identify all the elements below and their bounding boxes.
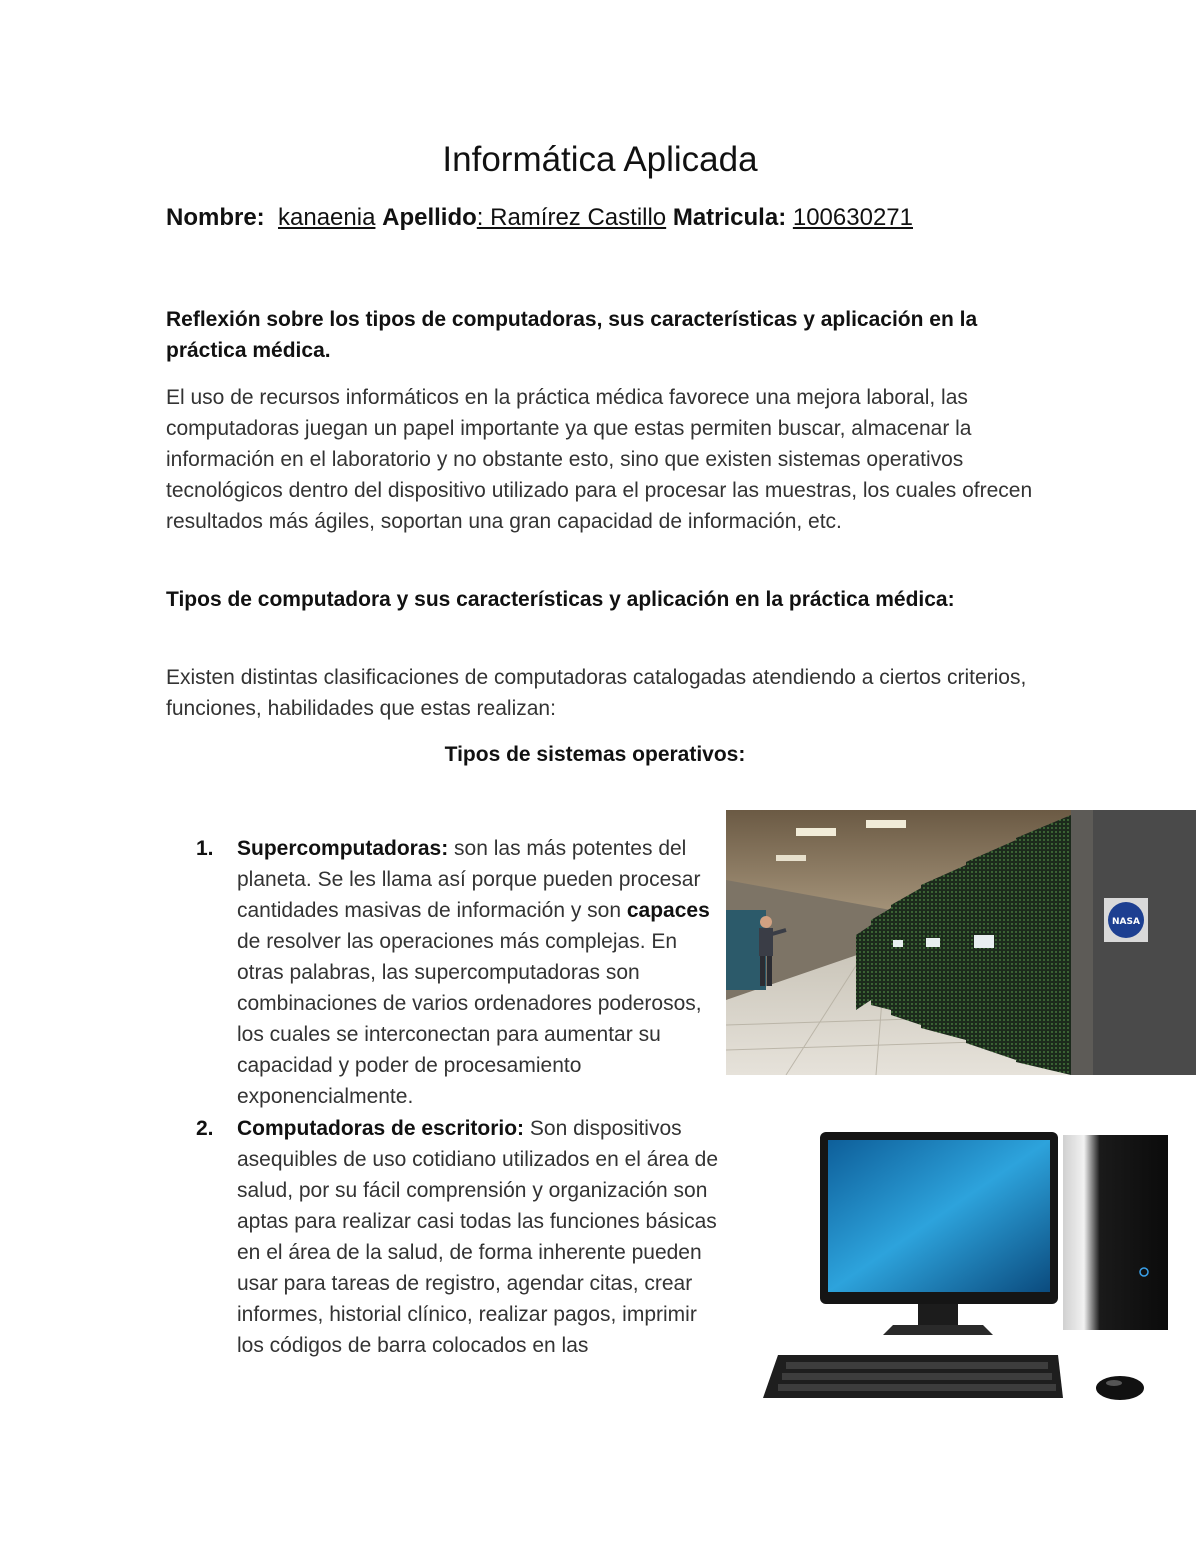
list-item-term: Computadoras de escritorio: [237,1117,525,1140]
desktop-computer-image [758,1130,1178,1405]
reflection-heading: Reflexión sobre los tipos de computadoras, sus características y aplicación en la práctica médica. [166,308,978,362]
matricula-label: Matricula: [672,204,787,231]
list-item-text [237,833,727,1112]
list-item-body: Son dispositivos asequibles de uso cotidiano utilizados en el área de salud, por su fácil comprensión y organización son aptas para realizar casi todas las funciones básicas en el área de la salud, de forma inherente pueden usar para tareas de registro, agendar citas, crear informes, historial clínico, realizar pagos, imprimir los códigos de barra colocados en las [237,1117,719,1357]
tower-case [1063,1135,1168,1330]
list-item-body: de resolver las operaciones más complejas. En otras palabras, las supercomputadoras son combinaciones de varios ordenadores poderosos, los cuales se interconectan para aumentar su capacidad y poder de procesamiento exponencialmente. [237,930,702,1108]
list-item [196,833,731,1113]
supercomputer-illustration [726,810,1196,1075]
list-number: 1. [196,837,214,860]
types-heading: Tipos de computadora y sus características y aplicación en la práctica médica: [166,588,955,611]
apellido-label: Apellido [382,204,477,231]
nombre-value: kanaenia [278,204,376,231]
list-item-body: son las más potentes del planeta. Se les llama así porque pueden procesar cantidades masivas de información y son [237,837,701,922]
nombre-label: Nombre: [166,204,265,231]
list-item-emphasis: capaces [626,899,710,922]
supercomputer-image [726,810,1196,1075]
apellido-value: : Ramírez Castillo [476,204,667,231]
os-types-heading: Tipos de sistemas operativos: [444,743,746,766]
svg-text:NASA: NASA [1112,917,1140,927]
list-number: 2. [196,1117,214,1140]
monitor-screen [828,1140,1050,1292]
desktop-computer-illustration [758,1130,1178,1405]
identification-line [166,200,913,236]
reflection-paragraph: El uso de recursos informáticos en la práctica médica favorece una mejora laboral, las computadoras juegan un papel importante ya que estas permiten buscar, almacenar la información en el laboratorio y no obstante esto, sino que existen sistemas operativos tecnológicos dentro del dispositivo utilizado para el procesar las muestras, los cuales ofrecen resultados más ágiles, soportan una gran capacidad de información, etc. [166,386,1033,533]
mouse [1096,1376,1144,1400]
list-item-text [237,1113,725,1361]
types-paragraph: Existen distintas clasificaciones de computadoras catalogadas atendiendo a ciertos criterios, funciones, habilidades que estas realizan: [166,666,1027,720]
list-item [196,1113,731,1403]
document-title: Informática Aplicada [442,140,758,179]
matricula-value: 100630271 [792,204,913,231]
list-item-term: Supercomputadoras: [237,837,449,860]
